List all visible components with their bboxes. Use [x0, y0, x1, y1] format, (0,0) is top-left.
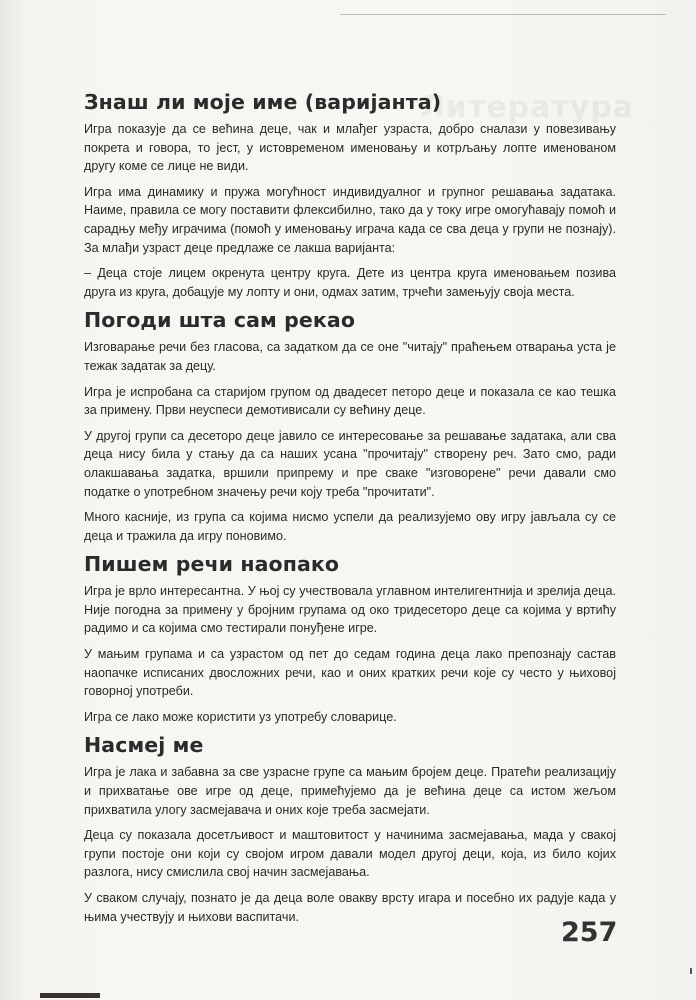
page-number: 257	[561, 917, 618, 948]
paragraph: Игра је врло интересантна. У њој су учествовала углавном интелигентнија и зрелија деца. Није погодна за примену у бројним групама од око тридесеторо деце са којима у вртићу радимо и са којима смо тестирали понуђене игре.	[84, 584, 616, 636]
paragraph: У сваком случају, познато је да деца воле овакву врсту игара и посебно их радује када у њима учествују и њихови васпитачи.	[84, 891, 616, 924]
section-znas-li-moje-ime	[84, 90, 616, 301]
section-title: Пишем речи наопако	[84, 552, 340, 577]
section-pogodi-sta-sam-rekao	[84, 308, 616, 545]
paragraph: Игра показује да се већина деце, чак и млађег узраста, добро сналази у повезивању покрета и говора, то јест, у истовременом именовању и котрљању лопте именованом другу коме се лице не види.	[84, 122, 616, 174]
section-nasmej-me	[84, 733, 616, 926]
paragraph: Игра је лака и забавна за све узрасне групе са мањим бројем деце. Пратећи реализацију и прихватање ове игре од деце, примећујемо да је већина деце са истом жељом прихватила улогу засмејавача и оних које треба засмејати.	[84, 765, 616, 817]
section-title: Погоди шта сам рекао	[84, 308, 356, 333]
paragraph: Деца су показала досетљивост и маштовитост у начинима засмејавања, мада у свакој групи постоје они који су својом игром давали модел другој деци, која, из било којих разлога, нису смислила свој начин засмејавања.	[84, 828, 616, 880]
paragraph: Изговарање речи без гласова, са задатком да се оне "читају" праћењем отварања уста је тежак задатак за децу.	[84, 340, 616, 373]
paragraph: У мањим групама и са узрастом од пет до седам година деца лако препознају састав наопачке исписаних двосложних речи, као и оних кратких речи које су често у њиховој говорној употреби.	[84, 647, 616, 699]
paragraph: – Деца стоје лицем окренута центру круга. Дете из центра круга именовањем позива друга из круга, добацује му лопту и они, одмах затим, трчећи замењују своја места.	[84, 266, 616, 299]
scan-edge-dot	[690, 968, 692, 974]
section-title: Знаш ли моје име (варијанта)	[84, 90, 442, 114]
header-rule	[340, 14, 666, 15]
paragraph: Игра има динамику и пружа могућност индивидуалног и групног решавања задатака. Наиме, правила се могу поставити флексибилно, тако да у току игре омогућавају помоћ и сарадњу међу играчима (помоћ у именовању играча када се сва деца у групи не познају). За млађи узраст деце предлаже се лакша варијанта:	[84, 184, 616, 255]
page-content	[84, 90, 616, 933]
section-title: Насмеј ме	[84, 733, 204, 758]
section-pisem-reci-naopako	[84, 552, 616, 726]
paragraph: Игра се лако може користити уз употребу словарице.	[84, 709, 397, 724]
bleed-through-text: Литература	[420, 90, 635, 125]
scan-edge-mark	[40, 993, 100, 998]
paragraph: Игра је испробана са старијом групом од двадесет петоро деце и показала се као тешка за примену. Први неуспеси демотивисали су већину деце.	[84, 384, 616, 418]
paragraph: У другој групи са десеторо деце јавило се интересовање за решавање задатака, али сва деца нису била у стању да са наших усана "прочитају" створену реч. Зато смо, ради олакшавања задатка, вршили припрему и пре сваке "изговорене" речи давали смо податке о употребном значењу речи коју треба "прочитати".	[84, 428, 616, 499]
paragraph: Много касније, из група са којима нисмо успели да реализујемо ову игру јављала су се деца и тражила да игру поновимо.	[84, 510, 616, 543]
